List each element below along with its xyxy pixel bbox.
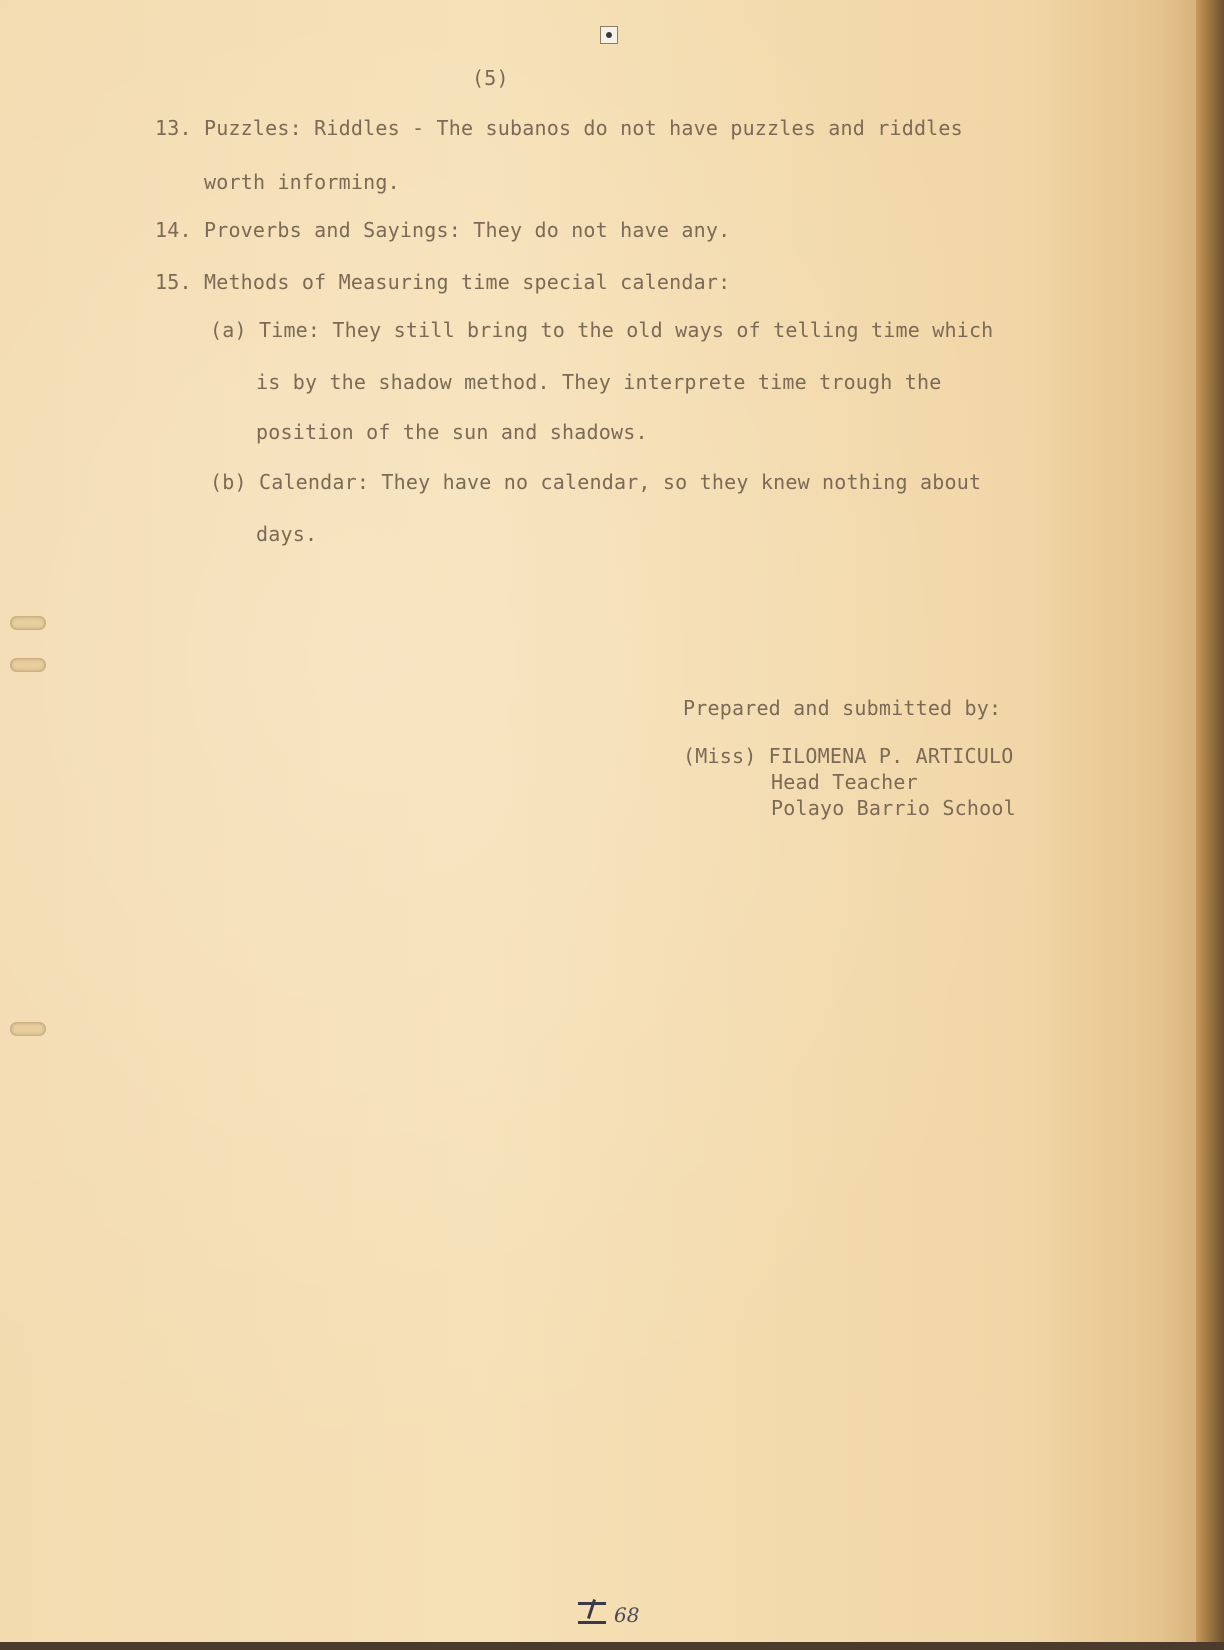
- signature-intro: Prepared and submitted by:: [683, 696, 1002, 720]
- page-edge: [1196, 0, 1224, 1650]
- punch-hole: [10, 616, 46, 630]
- punch-hole: [10, 1022, 46, 1036]
- text-line: (a) Time: They still bring to the old ways of telling time which: [210, 318, 994, 342]
- text-line: 14. Proverbs and Sayings: They do not have any.: [155, 218, 731, 242]
- text-line: (b) Calendar: They have no calendar, so they knew nothing about: [210, 470, 982, 494]
- punch-hole: [10, 658, 46, 672]
- text-line: 13. Puzzles: Riddles - The subanos do not have puzzles and riddles: [155, 116, 963, 140]
- binder-clip-icon: [600, 26, 618, 44]
- handwritten-number: 68: [614, 1603, 640, 1627]
- text-line: position of the sun and shadows.: [256, 420, 648, 444]
- signature-school: Polayo Barrio School: [771, 796, 1016, 820]
- signature-name: (Miss) FILOMENA P. ARTICULO: [683, 744, 1014, 768]
- bottom-edge: [0, 1642, 1224, 1650]
- text-line: 15. Methods of Measuring time special calendar:: [155, 270, 731, 294]
- text-line: days.: [256, 522, 318, 546]
- hand-mark-icon: [578, 1602, 606, 1624]
- text-line: is by the shadow method. They interprete time trough the: [256, 370, 942, 394]
- handwritten-note: [578, 1600, 639, 1627]
- text-line: worth informing.: [204, 170, 400, 194]
- page-number: (5): [472, 66, 509, 90]
- signature-title: Head Teacher: [771, 770, 918, 794]
